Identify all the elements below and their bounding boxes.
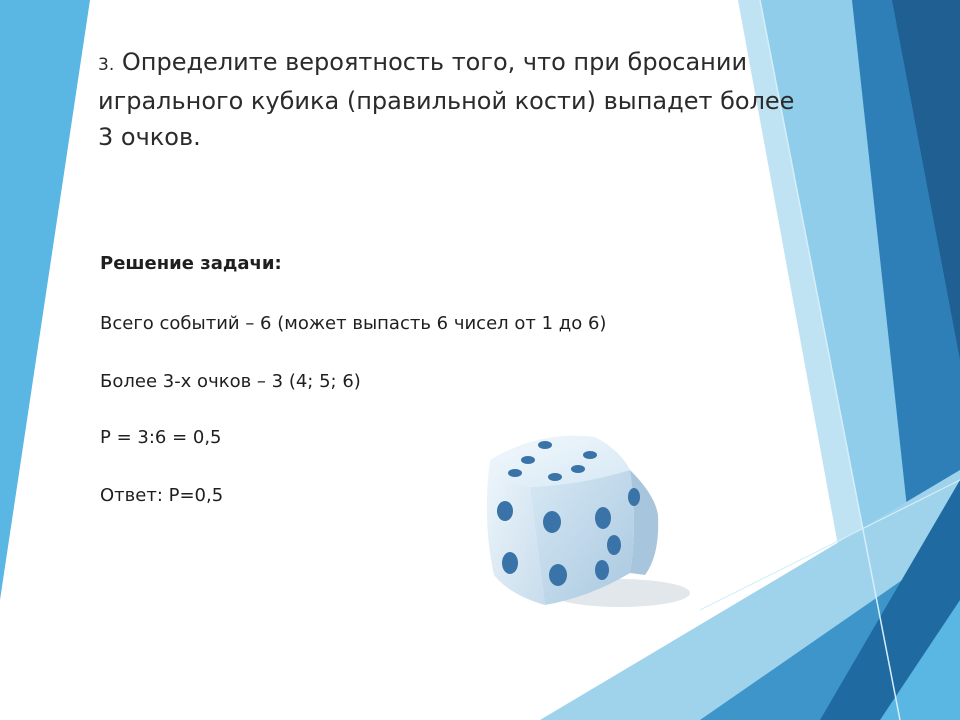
probability-line: P = 3:6 = 0,5 <box>100 427 222 448</box>
die-right-face <box>630 470 658 575</box>
dice-six-sided-icon <box>470 425 700 615</box>
title-text: Определите вероятность того, что при бросании игрального кубика (правильной кости) выпадет более 3 очков. <box>98 48 795 151</box>
total-events-line: Всего событий – 6 (может выпасть 6 чисел от 1 до 6) <box>100 313 607 334</box>
slide-title <box>98 44 798 155</box>
solution-heading: Решение задачи: <box>100 253 282 274</box>
left-accent-shape <box>0 0 90 600</box>
answer-line: Ответ: P=0,5 <box>100 485 224 506</box>
favorable-events-line: Более 3-х очков – 3 (4; 5; 6) <box>100 371 361 392</box>
title-number: 3. <box>98 55 115 75</box>
